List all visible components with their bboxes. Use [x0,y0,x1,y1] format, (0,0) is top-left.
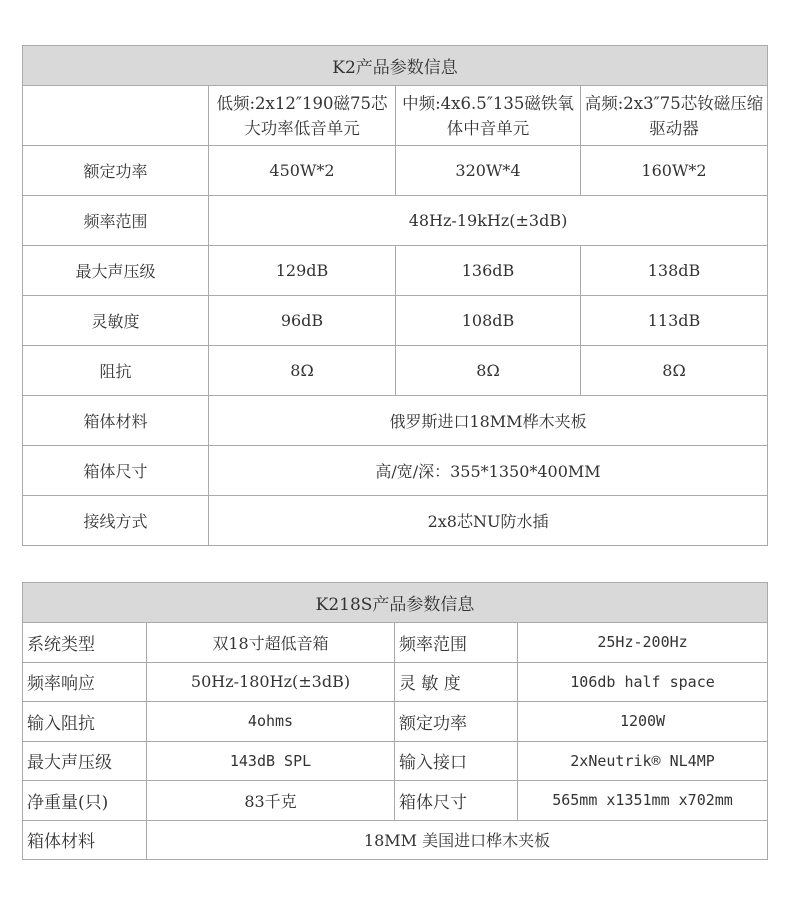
sensitivity-mid: 108dB [396,296,581,346]
row-label: 净重量(只) [23,781,147,821]
row-value: 565mm x1351mm x702mm [518,781,768,821]
table-header-row [23,583,768,623]
impedance-low: 8Ω [209,346,396,396]
row-value: 25Hz-200Hz [518,623,768,663]
row-label: 输入阻抗 [23,702,147,742]
row-label: 接线方式 [23,496,209,546]
sensitivity-high: 113dB [581,296,768,346]
row-label: 最大声压级 [23,246,209,296]
power-high: 160W*2 [581,146,768,196]
spl-low: 129dB [209,246,396,296]
power-mid: 320W*4 [396,146,581,196]
row-value: 50Hz-180Hz(±3dB) [147,662,395,702]
driver-units-row [23,86,768,146]
k218s-table-title: K218S产品参数信息 [23,583,768,623]
k2-table-title: K2产品参数信息 [23,46,768,86]
table-row [23,246,768,296]
sensitivity-low: 96dB [209,296,396,346]
cabinet-size-value: 高/宽/深：355*1350*400MM [209,446,768,496]
table-row [23,446,768,496]
table-row [23,662,768,702]
high-frequency-unit: 高频:2x3″75芯钕磁压缩驱动器 [581,86,768,146]
cabinet-material-value: 俄罗斯进口18MM桦木夹板 [209,396,768,446]
row-label: 输入接口 [395,741,518,781]
table-row [23,496,768,546]
k218s-spec-table [22,582,768,860]
table-row [23,702,768,742]
low-frequency-unit: 低频:2x12″190磁75芯大功率低音单元 [209,86,396,146]
row-label: 频率范围 [23,196,209,246]
row-label: 频率响应 [23,662,147,702]
k2-spec-table [22,45,768,546]
row-value: 1200W [518,702,768,742]
row-label: 箱体尺寸 [395,781,518,821]
table-row [23,396,768,446]
table-row [23,196,768,246]
impedance-high: 8Ω [581,346,768,396]
row-value: 2xNeutrik® NL4MP [518,741,768,781]
frequency-range-value: 48Hz-19kHz(±3dB) [209,196,768,246]
table-header-row [23,46,768,86]
table-row [23,820,768,860]
row-label: 频率范围 [395,623,518,663]
row-label: 灵 敏 度 [395,662,518,702]
table-row [23,623,768,663]
row-value: 4ohms [147,702,395,742]
impedance-mid: 8Ω [396,346,581,396]
row-label: 额定功率 [395,702,518,742]
row-label: 阻抗 [23,346,209,396]
row-label: 灵敏度 [23,296,209,346]
row-label: 箱体尺寸 [23,446,209,496]
row-label: 额定功率 [23,146,209,196]
mid-frequency-unit: 中频:4x6.5″135磁铁氧体中音单元 [396,86,581,146]
power-low: 450W*2 [209,146,396,196]
row-label: 最大声压级 [23,741,147,781]
table-row [23,346,768,396]
row-label: 箱体材料 [23,396,209,446]
spl-mid: 136dB [396,246,581,296]
row-value: 106db half space [518,662,768,702]
cabinet-material-value: 18MM 美国进口桦木夹板 [147,820,768,860]
connector-value: 2x8芯NU防水插 [209,496,768,546]
row-label: 系统类型 [23,623,147,663]
row-value: 143dB SPL [147,741,395,781]
row-value: 双18寸超低音箱 [147,623,395,663]
table-row [23,741,768,781]
table-row [23,781,768,821]
table-row [23,296,768,346]
row-label: 箱体材料 [23,820,147,860]
table-row [23,146,768,196]
spl-high: 138dB [581,246,768,296]
empty-cell [23,86,209,146]
row-value: 83千克 [147,781,395,821]
